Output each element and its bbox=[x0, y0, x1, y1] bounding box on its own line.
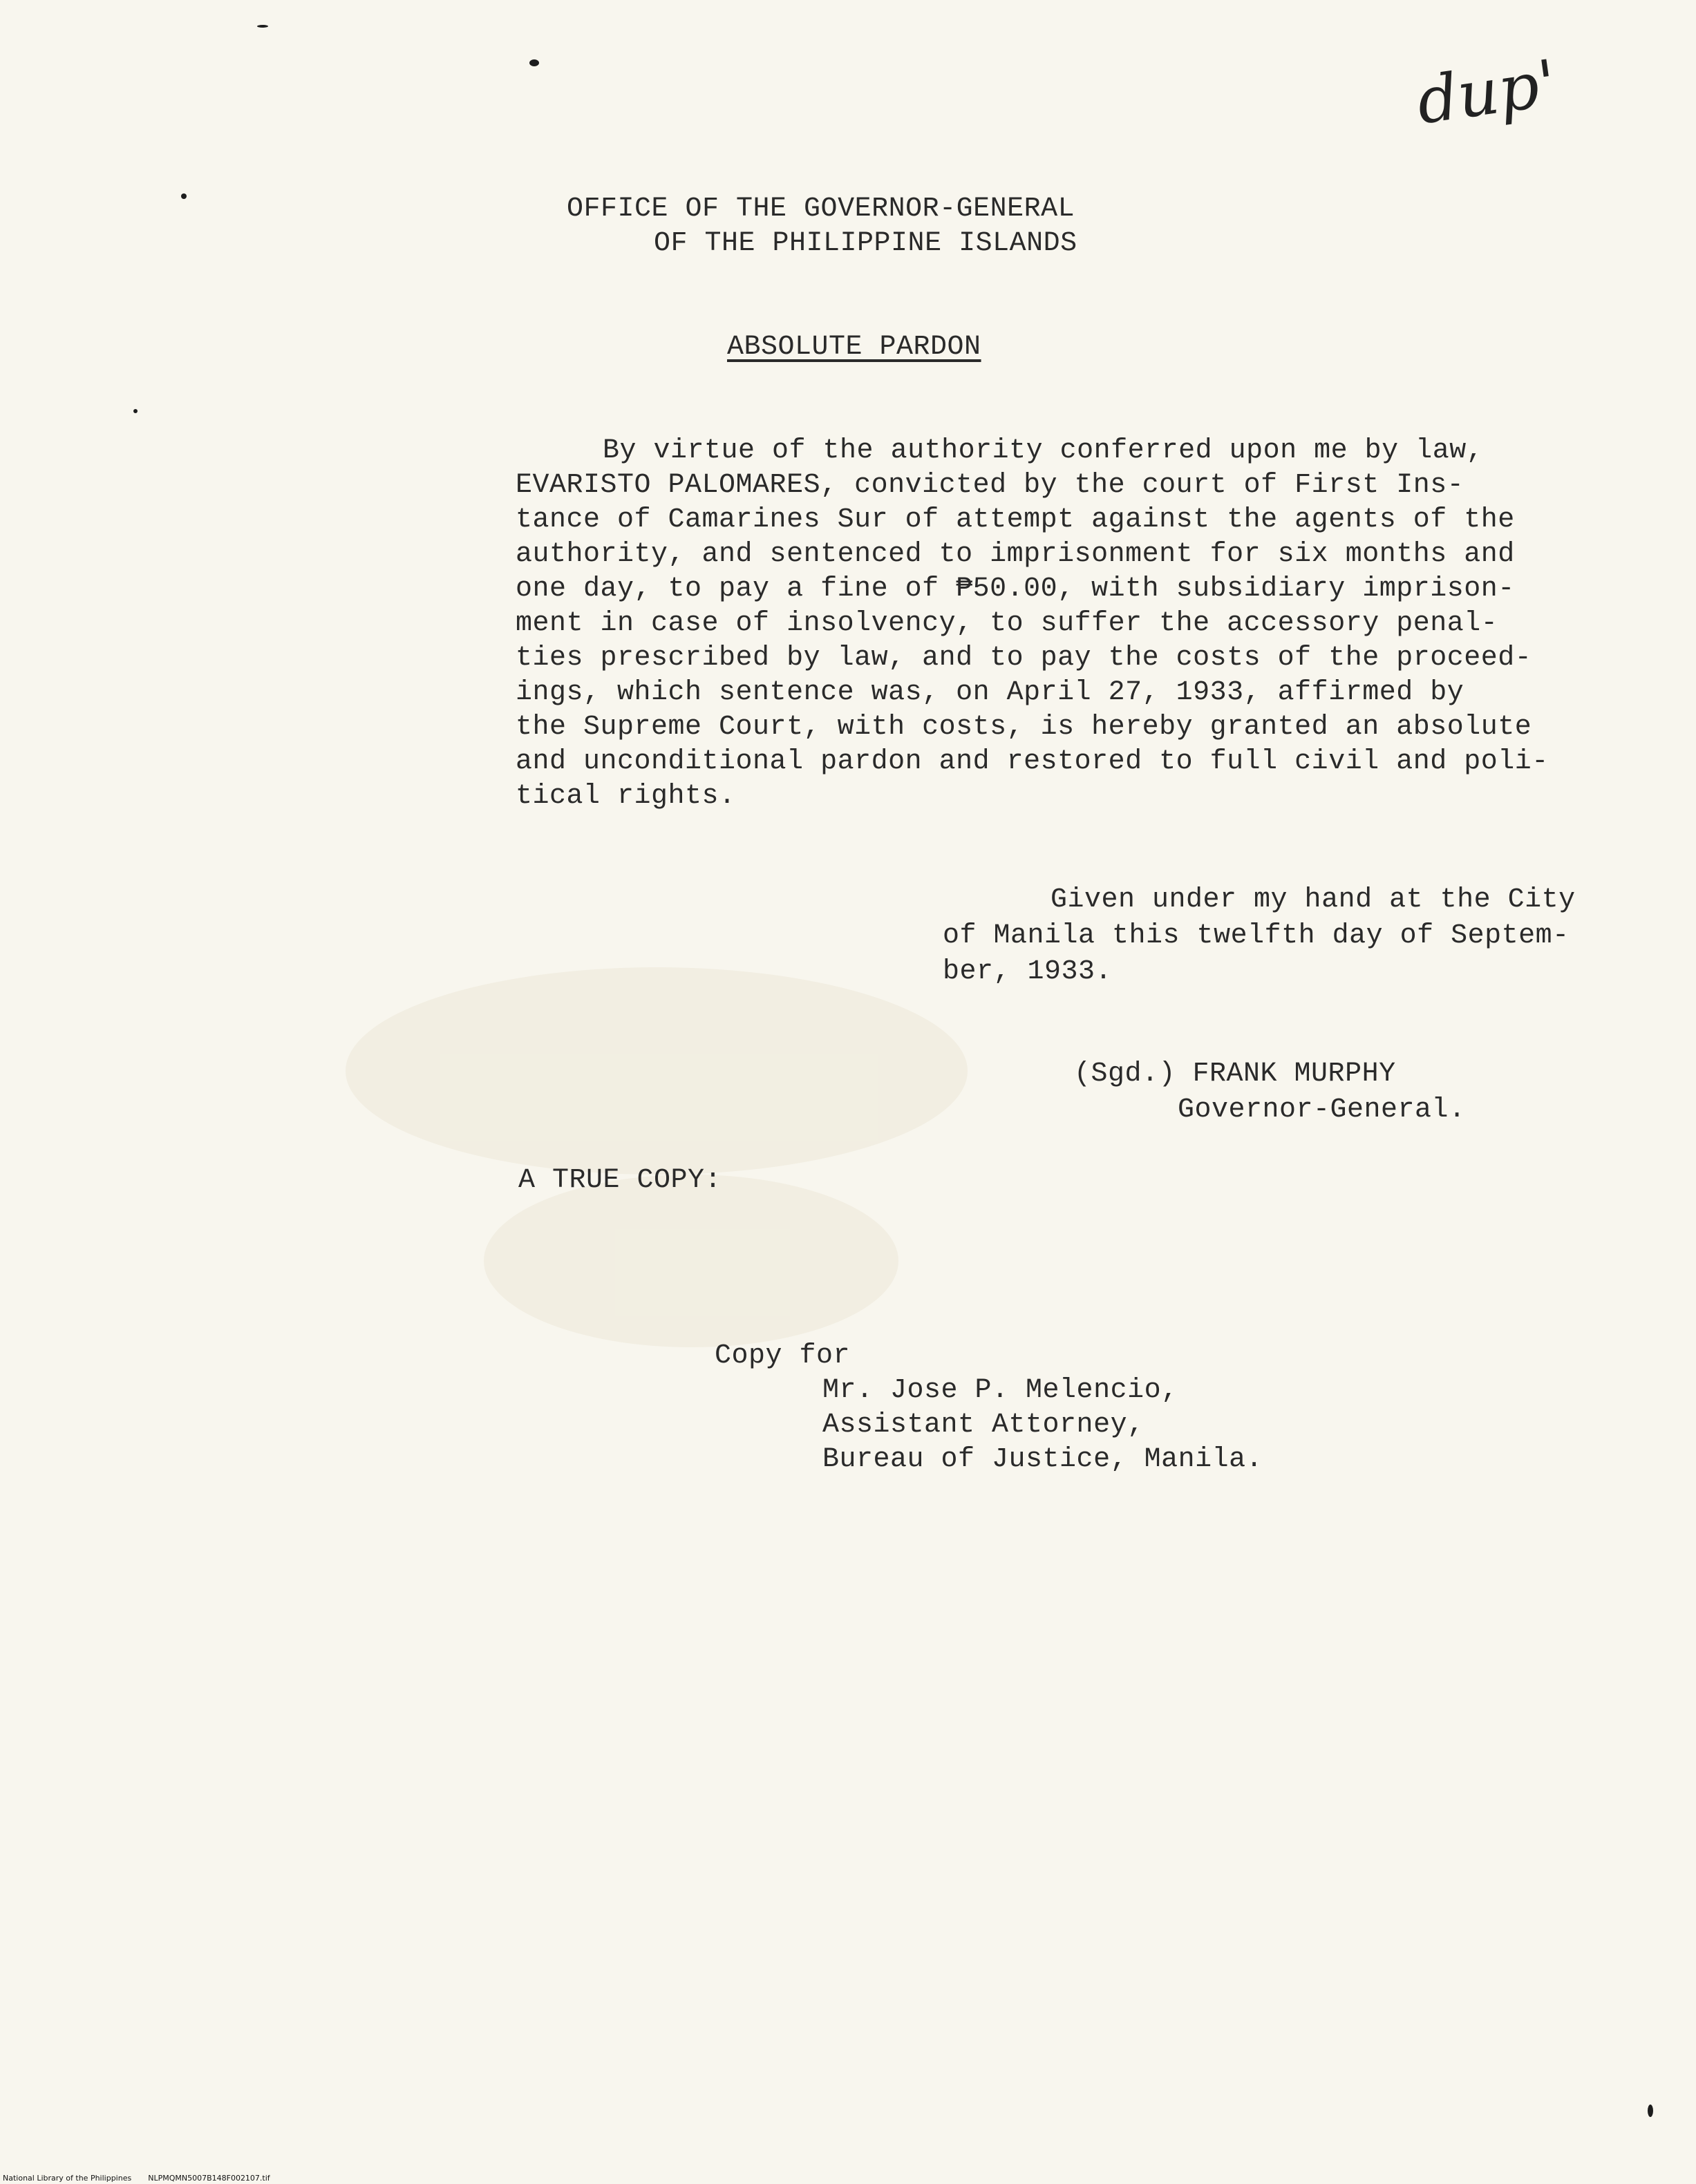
scan-footer bbox=[3, 2174, 287, 2183]
body-line: tical rights. bbox=[516, 781, 736, 812]
body-line: ings, which sentence was, on April 27, 1933, affirmed by bbox=[516, 677, 1464, 708]
scan-speck bbox=[1648, 2105, 1653, 2117]
body-line: the Supreme Court, with costs, is hereby granted an absolute bbox=[516, 712, 1532, 743]
paper-stain bbox=[346, 967, 968, 1175]
body-line: tance of Camarines Sur of attempt against the agents of the bbox=[516, 504, 1515, 535]
scan-speck bbox=[181, 193, 187, 199]
handwritten-annotation: dup' bbox=[1412, 46, 1561, 139]
given-line: Given under my hand at the City bbox=[1050, 884, 1576, 915]
given-line: of Manila this twelfth day of Septem- bbox=[943, 920, 1570, 951]
body-line: ties prescribed by law, and to pay the costs of the proceed- bbox=[516, 643, 1532, 674]
true-copy-label: A TRUE COPY: bbox=[518, 1165, 722, 1196]
body-line: EVARISTO PALOMARES, convicted by the court of First Ins- bbox=[516, 470, 1464, 501]
file-name: NLPMQMN5007B148F002107.tif bbox=[148, 2174, 270, 2183]
given-line: ber, 1933. bbox=[943, 956, 1113, 987]
body-line: ment in case of insolvency, to suffer the accessory penal- bbox=[516, 608, 1498, 639]
library-label: National Library of the Philippines bbox=[3, 2174, 132, 2183]
copy-recipient-line: Assistant Attorney, bbox=[822, 1409, 1144, 1441]
copy-recipient-line: Bureau of Justice, Manila. bbox=[822, 1444, 1263, 1475]
signatory-title: Governor-General. bbox=[1178, 1094, 1466, 1126]
copy-for-label: Copy for bbox=[715, 1340, 851, 1371]
body-line: By virtue of the authority conferred upon me by law, bbox=[603, 435, 1484, 466]
scan-speck bbox=[529, 59, 539, 66]
copy-recipient-line: Mr. Jose P. Melencio, bbox=[822, 1375, 1178, 1406]
office-header-line2: OF THE PHILIPPINE ISLANDS bbox=[654, 228, 1077, 259]
body-line: authority, and sentenced to imprisonment for six months and bbox=[516, 539, 1515, 570]
body-line: and unconditional pardon and restored to full civil and poli- bbox=[516, 746, 1549, 777]
body-line: one day, to pay a fine of ₱50.00, with subsidiary imprison- bbox=[516, 573, 1515, 605]
scan-speck bbox=[133, 409, 138, 413]
document-title: ABSOLUTE PARDON bbox=[727, 332, 981, 363]
signatory-name: (Sgd.) FRANK MURPHY bbox=[1074, 1058, 1396, 1090]
scan-speck bbox=[257, 25, 268, 28]
paper-stain bbox=[484, 1175, 898, 1347]
office-header-line1: OFFICE OF THE GOVERNOR-GENERAL bbox=[567, 193, 1075, 225]
